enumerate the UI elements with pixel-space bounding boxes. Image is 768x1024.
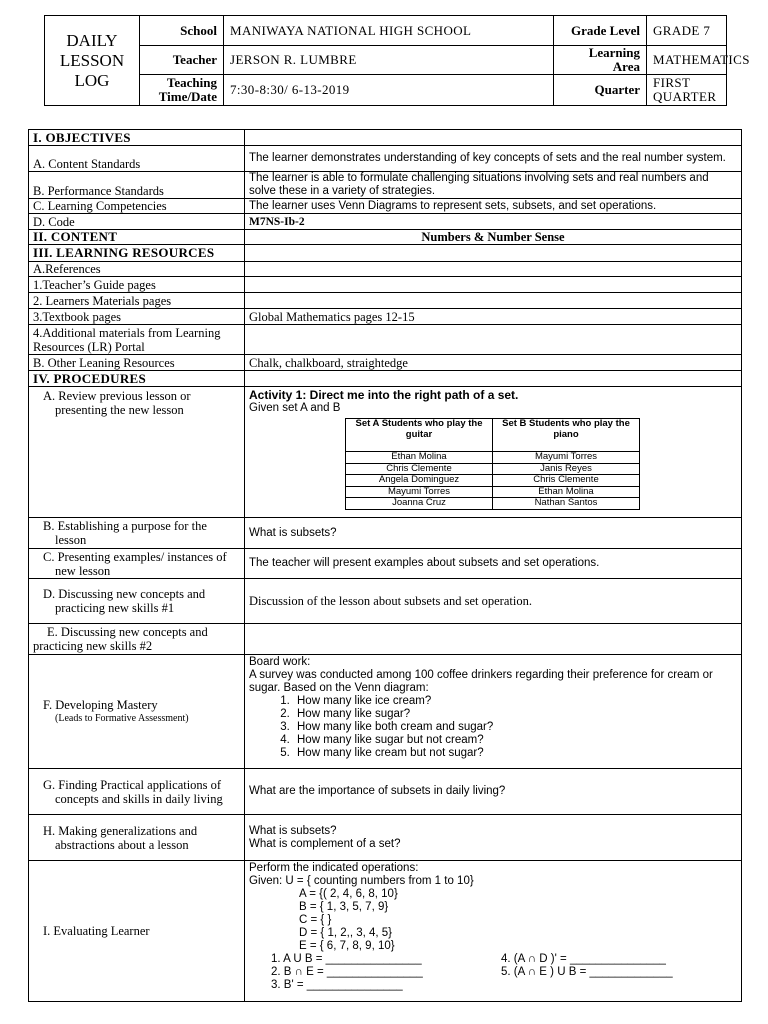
procedure-c-content: The teacher will present examples about subsets and set operations. [245, 549, 742, 579]
procedure-h-label: H. Making generalizations and abstractions about a lesson [29, 815, 245, 861]
set-b-cell: Janis Reyes [493, 463, 640, 475]
school-value: MANIWAYA NATIONAL HIGH SCHOOL [224, 16, 554, 46]
set-b-header: Set B Students who play the piano [493, 419, 640, 452]
sets-table [345, 418, 640, 510]
area-label: Learning Area [554, 46, 647, 75]
resources-heading: III. LEARNING RESOURCES [29, 245, 245, 262]
procedure-g-content: What are the importance of subsets in daily living? [245, 769, 742, 815]
mastery-question: 5. How many like cream but not sugar? [293, 747, 737, 760]
mastery-question: 3. How many like both cream and sugar? [293, 721, 737, 734]
mastery-questions [249, 695, 737, 760]
evaluation-question: 3. B' = _______________ [271, 979, 403, 991]
procedure-a-content [245, 387, 742, 518]
evaluation-question: 5. (A ∩ E ) U B = _____________ [501, 966, 673, 978]
set-a-cell: Joanna Cruz [346, 498, 493, 510]
procedure-f-label [29, 655, 245, 769]
evaluation-question: 1. A U B = _______________ [271, 953, 422, 965]
set-b-cell: Ethan Molina [493, 486, 640, 498]
competencies-value: The learner uses Venn Diagrams to represent sets, subsets, and set operations. [245, 199, 742, 214]
evaluation-row-2 [249, 966, 737, 979]
quarter-value: FIRST QUARTER [647, 75, 727, 106]
competencies-label: C. Learning Competencies [29, 199, 245, 214]
title-line-2: LESSON [59, 50, 125, 70]
evaluation-row-1 [249, 953, 737, 966]
evaluation-question: 2. B ∩ E = _______________ [271, 966, 423, 978]
evaluation-row-3 [249, 979, 737, 992]
procedure-d-label: D. Discussing new concepts and practicing new skills #1 [29, 579, 245, 624]
performance-standards-value: The learner is able to formulate challenging situations involving sets and real numbers and solve these in a variety of strategies. [245, 172, 742, 199]
board-work-label: Board work: [249, 656, 311, 668]
generalization-q2: What is complement of a set? [249, 837, 401, 850]
procedure-e-label: E. Discussing new concepts and practicing new skills #2 [29, 624, 245, 655]
set-a-header: Set A Students who play the guitar [346, 419, 493, 452]
procedure-e-empty [245, 624, 742, 655]
grade-value: GRADE 7 [647, 16, 727, 46]
set-a-cell: Ethan Molina [346, 452, 493, 464]
evaluation-set: A = {( 2, 4, 6, 8, 10} [299, 888, 398, 900]
other-resources-value: Chalk, chalkboard, straightedge [245, 355, 742, 371]
teacher-value: JERSON R. LUMBRE [224, 46, 554, 75]
procedure-g-label: G. Finding Practical applications of concepts and skills in daily living [29, 769, 245, 815]
content-value: Numbers & Number Sense [245, 230, 742, 245]
mastery-question: 4. How many like sugar but not cream? [293, 734, 737, 747]
procedures-heading: IV. PROCEDURES [29, 371, 245, 387]
area-value: MATHEMATICS [647, 46, 727, 75]
set-a-cell: Chris Clemente [346, 463, 493, 475]
activity-title: Activity 1: Direct me into the right path of a set. [249, 388, 519, 402]
quarter-label: Quarter [554, 75, 647, 106]
evaluation-set: C = { } [299, 914, 332, 926]
activity-given: Given set A and B [249, 402, 341, 414]
performance-standards-label: B. Performance Standards [29, 172, 245, 199]
evaluation-set: E = { 6, 7, 8, 9, 10} [299, 940, 395, 952]
resources-heading-empty [245, 245, 742, 262]
school-label: School [140, 16, 224, 46]
set-a-cell: Mayumi Torres [346, 486, 493, 498]
tg-pages-label: 1.Teacher’s Guide pages [29, 277, 245, 293]
procedure-d-content: Discussion of the lesson about subsets and set operation. [245, 579, 742, 624]
evaluation-question: 4. (A ∩ D )' = _______________ [501, 953, 666, 965]
references-label: A.References [29, 262, 245, 277]
lm-pages-label: 2. Learners Materials pages [29, 293, 245, 309]
objectives-heading-empty [245, 130, 742, 146]
textbook-value: Global Mathematics pages 12-15 [245, 309, 742, 325]
header-table [44, 15, 750, 106]
evaluation-instruction: Perform the indicated operations: [249, 862, 419, 874]
evaluation-set: D = { 1, 2,, 3, 4, 5} [299, 927, 393, 939]
procedure-f-content [245, 655, 742, 769]
tg-pages-empty [245, 277, 742, 293]
lesson-log-table [28, 129, 742, 1002]
procedure-f-title: F. Developing Mastery [43, 697, 158, 712]
time-value: 7:30-8:30/ 6-13-2019 [224, 75, 554, 106]
lm-pages-empty [245, 293, 742, 309]
additional-materials-label: 4.Additional materials from Learning Resources (LR) Portal [29, 325, 245, 355]
procedure-f-subtitle: (Leads to Formative Assessment) [55, 712, 189, 724]
set-b-cell: Mayumi Torres [493, 452, 640, 464]
content-heading: II. CONTENT [29, 230, 245, 245]
textbook-label: 3.Textbook pages [29, 309, 245, 325]
survey-text: A survey was conducted among 100 coffee drinkers regarding their preference for cream or sugar. Based on the Venn diagram: [249, 669, 713, 694]
evaluation-set: B = { 1, 3, 5, 7, 9} [299, 901, 389, 913]
generalization-q1: What is subsets? [249, 824, 337, 837]
time-label: Teaching Time/Date [140, 75, 224, 106]
procedure-c-label: C. Presenting examples/ instances of new lesson [29, 549, 245, 579]
code-label: D. Code [29, 214, 245, 230]
procedure-b-label: B. Establishing a purpose for the lesson [29, 518, 245, 549]
mastery-question: 1. How many like ice cream? [293, 695, 737, 708]
procedure-h-content [245, 815, 742, 861]
content-standards-value: The learner demonstrates understanding of key concepts of sets and the real number system. [245, 146, 742, 172]
set-a-cell: Angela Dominguez [346, 475, 493, 487]
dll-title [45, 16, 140, 106]
references-empty [245, 262, 742, 277]
procedure-a-label: A. Review previous lesson or presenting the new lesson [29, 387, 245, 518]
title-line-3: LOG [74, 70, 110, 90]
objectives-heading: I. OBJECTIVES [29, 130, 245, 146]
set-b-cell: Chris Clemente [493, 475, 640, 487]
procedure-i-content [245, 861, 742, 1002]
teacher-label: Teacher [140, 46, 224, 75]
procedures-heading-empty [245, 371, 742, 387]
set-b-cell: Nathan Santos [493, 498, 640, 510]
grade-label: Grade Level [554, 16, 647, 46]
code-value [245, 214, 742, 230]
mastery-question: 2. How many like sugar? [293, 708, 737, 721]
procedure-b-content: What is subsets? [245, 518, 742, 549]
procedure-i-label: I. Evaluating Learner [29, 861, 245, 1002]
code-text: M7NS-Ib-2 [249, 216, 305, 228]
other-resources-label: B. Other Leaning Resources [29, 355, 245, 371]
title-line-1: DAILY [66, 30, 118, 50]
additional-materials-empty [245, 325, 742, 355]
evaluation-universe: Given: U = { counting numbers from 1 to 10} [249, 875, 474, 887]
content-standards-label: A. Content Standards [29, 146, 245, 172]
